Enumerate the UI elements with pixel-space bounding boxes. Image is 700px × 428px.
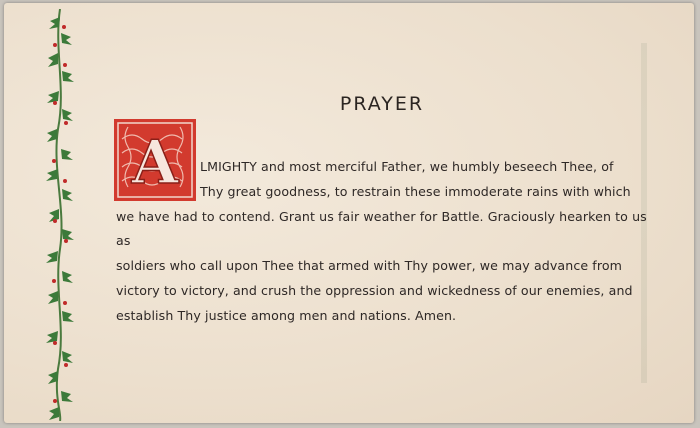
prayer-line-5: victory to victory, and crush the oppression and wickedness of our enemies, and <box>116 282 633 298</box>
prayer-line-6: establish Thy justice among men and nations. Amen. <box>116 307 457 323</box>
initial-letter: A <box>131 128 179 198</box>
holly-vine-border-icon <box>40 9 80 421</box>
prayer-line-1: LMIGHTY and most merciful Father, we humbly beseech Thee, of <box>200 159 614 174</box>
prayer-card <box>4 3 694 423</box>
prayer-body <box>116 155 661 329</box>
page-title: PRAYER <box>339 93 425 115</box>
prayer-line-3: we have had to contend. Grant us fair weather for Battle. Graciously hearken to us as <box>116 208 647 249</box>
prayer-line-4: soldiers who call upon Thee that armed with Thy power, we may advance from <box>116 258 623 274</box>
prayer-line-2: Thy great goodness, to restrain these immoderate rains with which <box>200 183 631 199</box>
